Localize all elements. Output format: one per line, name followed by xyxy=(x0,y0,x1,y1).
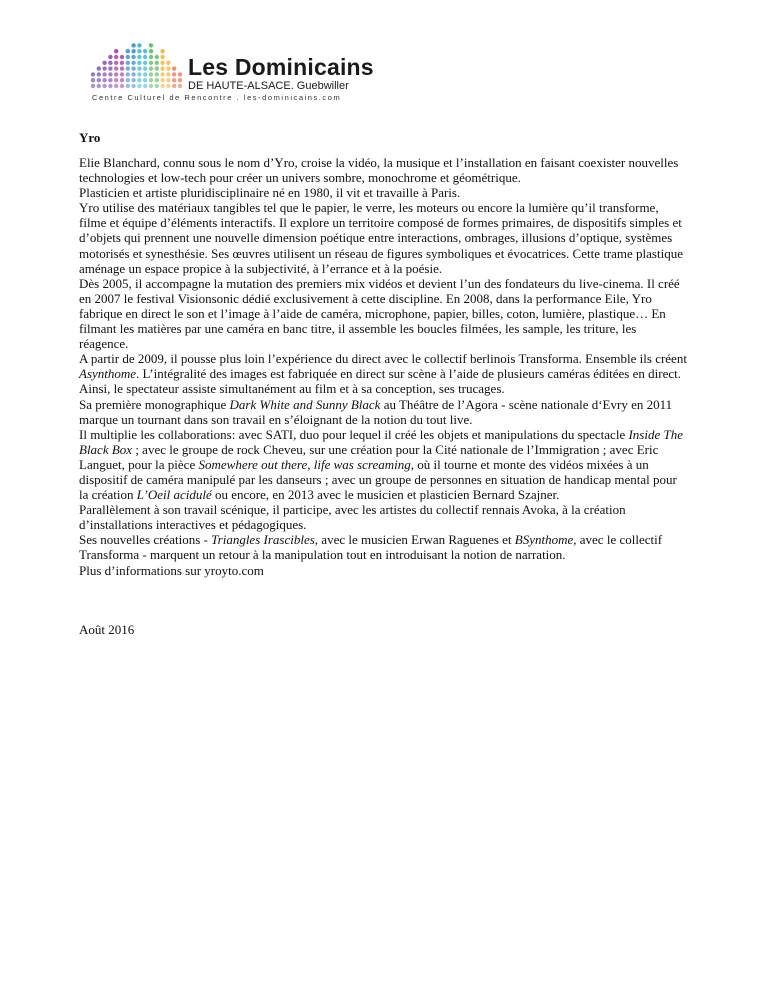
logo-dot xyxy=(126,55,130,59)
logo-dot xyxy=(131,72,135,76)
logo-dot xyxy=(114,49,118,53)
logo-dot xyxy=(166,84,170,88)
logo-dot xyxy=(114,66,118,70)
logo-dot xyxy=(149,55,153,59)
text-run: Sa première monographique xyxy=(79,396,230,412)
logo-dot xyxy=(131,49,135,53)
text-run: A partir de 2009, il pousse plus loin l’expérience du direct avec le collectif berlinois Transforma. Ensemble ils créent xyxy=(79,351,687,367)
logo-dot xyxy=(166,61,170,65)
logo-dot xyxy=(137,55,141,59)
logo-dot xyxy=(97,72,101,76)
text-run: Yro utilise des matériaux tangibles tel que le papier, le verre, les moteurs ou encore la lumière qu’il transforme, filme et équipe d’éléments interactifs. Il explore un territoire composé de formes primaires, de dispositifs simples et d’objets qui prennent une nouvelle dimension poétique entre interactions, ombrages, illusions d’optique, systèmes motorisés et synesthésie. Ses œuvres utilisent un réseau de figures symboliques et évocatrices. Cette trame plastique aménage un espace propice à la subjectivité, à l’errance et à la poésie. xyxy=(79,200,683,276)
text-run: Plasticien et artiste pluridisciplinaire né en 1980, il vit et travaille à Paris. xyxy=(79,185,461,201)
logo-dot xyxy=(131,43,135,47)
logo-dot xyxy=(131,66,135,70)
logo-dot xyxy=(137,84,141,88)
logo-dot xyxy=(126,84,130,88)
work-title: Asynthome xyxy=(79,366,137,382)
logo-region: DE HAUTE-ALSACE. Guebwiller xyxy=(188,80,349,92)
logo-dot xyxy=(114,84,118,88)
work-title: Inside The Black Box xyxy=(79,426,683,457)
logo-dot xyxy=(172,78,176,82)
logo-dot-mosaic-icon xyxy=(90,38,186,90)
logo-dot xyxy=(137,78,141,82)
logo-dot xyxy=(172,66,176,70)
logo-dot xyxy=(97,78,101,82)
logo-dot xyxy=(149,66,153,70)
logo-dot xyxy=(160,61,164,65)
logo-dot xyxy=(120,72,124,76)
logo-dot xyxy=(131,55,135,59)
logo-dot xyxy=(102,66,106,70)
logo-dot xyxy=(108,78,112,82)
logo-dot xyxy=(131,84,135,88)
logo-dot xyxy=(102,72,106,76)
text-run: Ses nouvelles créations - xyxy=(79,532,212,548)
text-run: ; avec le groupe de rock Cheveu, sur une création pour la Cité nationale de l’Immigration ; avec Eric Languet, pour la pièce xyxy=(79,441,659,472)
text-run: au Théâtre de l’Agora - scène nationale d‘Evry en 2011 marque un tournant dans son travail en s’éloignant de la notion du tout live. xyxy=(79,396,673,427)
logo-dot xyxy=(114,72,118,76)
body-paragraph xyxy=(79,532,689,562)
logo-dot xyxy=(131,78,135,82)
document-body xyxy=(79,155,689,578)
document-title: Yro xyxy=(79,130,101,145)
logo-dot xyxy=(160,66,164,70)
body-paragraph xyxy=(79,397,689,427)
logo-dot xyxy=(143,66,147,70)
document-date: Août 2016 xyxy=(79,622,135,637)
logo-dot xyxy=(166,66,170,70)
logo-dot xyxy=(102,61,106,65)
logo-dot xyxy=(172,84,176,88)
logo-dot xyxy=(143,78,147,82)
logo-dot xyxy=(149,78,153,82)
logo-dot xyxy=(155,61,159,65)
logo-dot xyxy=(91,72,95,76)
body-paragraph xyxy=(79,427,689,502)
work-title: Somewhere out there, life was screaming xyxy=(198,456,411,472)
text-run: , où il tourne et monte des vidéos mixées à un dispositif de caméra manipulé par les danseurs ; avec un groupe de personnes en situation de handicap mental pour la création xyxy=(79,456,677,503)
logo-wordmark: Les Dominicains xyxy=(188,54,374,80)
logo-dot xyxy=(120,66,124,70)
logo-dot xyxy=(108,55,112,59)
organization-logo xyxy=(90,38,374,104)
logo-dot xyxy=(108,61,112,65)
logo-dot xyxy=(155,66,159,70)
logo-dot xyxy=(137,43,141,47)
logo-dot xyxy=(126,61,130,65)
logo-dot xyxy=(91,78,95,82)
logo-dot xyxy=(149,49,153,53)
logo-dot xyxy=(137,72,141,76)
logo-dot xyxy=(137,66,141,70)
body-paragraph xyxy=(79,563,689,578)
body-paragraph xyxy=(79,276,689,351)
logo-dot xyxy=(114,78,118,82)
text-run: . L’intégralité des images est fabriquée en direct sur scène à l’aide de plusieurs caméras éditées en direct. Ainsi, le spectateur assiste simultanément au film et à sa conception, ses trucages. xyxy=(79,366,681,397)
logo-dot xyxy=(108,66,112,70)
logo-dot xyxy=(155,84,159,88)
work-title: Dark White and Sunny Black xyxy=(229,396,381,412)
logo-dot xyxy=(97,66,101,70)
logo-dot xyxy=(143,84,147,88)
text-run: Parallèlement à son travail scénique, il participe, avec les artistes du collectif rennais Avoka, à la création d’installations interactives et pédagogiques. xyxy=(79,502,626,533)
body-paragraph xyxy=(79,185,689,200)
logo-dot xyxy=(102,84,106,88)
logo-dot xyxy=(166,78,170,82)
logo-dot xyxy=(143,55,147,59)
body-paragraph xyxy=(79,351,689,396)
work-title: L’Oeil acidulé xyxy=(136,487,212,503)
logo-dot xyxy=(143,49,147,53)
logo-dot xyxy=(114,55,118,59)
logo-dot xyxy=(178,72,182,76)
text-run: , avec le musicien Erwan Raguenes et xyxy=(314,532,515,548)
logo-dot xyxy=(137,49,141,53)
text-run: Plus d’informations sur yroyto.com xyxy=(79,562,264,578)
logo-dot xyxy=(155,78,159,82)
logo-dot xyxy=(155,55,159,59)
text-run: , avec le collectif Transforma - marquent un retour à la manipulation tout en introduisant la notion de narration. xyxy=(79,532,663,563)
logo-dot xyxy=(143,61,147,65)
body-paragraph xyxy=(79,155,689,185)
logo-dot xyxy=(160,55,164,59)
body-paragraph xyxy=(79,502,689,532)
logo-dot xyxy=(126,78,130,82)
logo-dot xyxy=(126,49,130,53)
logo-dot xyxy=(120,61,124,65)
logo-dot xyxy=(160,78,164,82)
logo-dot xyxy=(91,84,95,88)
logo-tagline: Centre Culturel de Rencontre . les-dominicains.com xyxy=(92,93,342,102)
logo-dot xyxy=(126,66,130,70)
logo-dot xyxy=(166,72,170,76)
logo-dot xyxy=(108,72,112,76)
work-title: Triangles Irascibles xyxy=(211,532,315,548)
text-run: Elie Blanchard, connu sous le nom d’Yro, croise la vidéo, la musique et l’installation en faisant coexister nouvelles technologies et low-tech pour créer un univers sombre, monochrome et géométrique. xyxy=(79,155,679,186)
logo-dot xyxy=(155,72,159,76)
logo-dot xyxy=(149,43,153,47)
logo-dot xyxy=(149,61,153,65)
logo-dot xyxy=(137,61,141,65)
logo-dot xyxy=(114,61,118,65)
logo-dot xyxy=(172,72,176,76)
text-run: Dès 2005, il accompagne la mutation des premiers mix vidéos et devient l’un des fondateurs du live-cinema. Il créé en 2007 le festival Visionsonic dédié exclusivement à cette discipline. En 2008, dans la performance Eile, Yro fabrique en direct le son et l’image à l’aide de caméra, microphone, papier, billes, coton, lumière, plastique… En filmant les matières par une caméra en banc titre, il assemble les boucles filmées, les sample, les triture, les réagence. xyxy=(79,275,680,352)
logo-dot xyxy=(120,55,124,59)
logo-dot xyxy=(149,72,153,76)
body-paragraph xyxy=(79,200,689,275)
logo-dot xyxy=(131,61,135,65)
logo-dot xyxy=(160,49,164,53)
logo-dot xyxy=(143,72,147,76)
logo-dot xyxy=(97,84,101,88)
logo-dot xyxy=(102,78,106,82)
logo-dot xyxy=(178,78,182,82)
logo-dot xyxy=(120,84,124,88)
logo-dot xyxy=(120,78,124,82)
logo-dot xyxy=(160,84,164,88)
logo-dot xyxy=(149,84,153,88)
logo-dot xyxy=(160,72,164,76)
text-run: Il multiplie les collaborations: avec SATI, duo pour lequel il créé les objets et manipulations du spectacle xyxy=(79,426,629,442)
logo-dot xyxy=(126,72,130,76)
text-run: ou encore, en 2013 avec le musicien et plasticien Bernard Szajner. xyxy=(211,487,560,503)
work-title: BSynthome xyxy=(514,532,574,548)
logo-dot xyxy=(108,84,112,88)
logo-dot xyxy=(178,84,182,88)
